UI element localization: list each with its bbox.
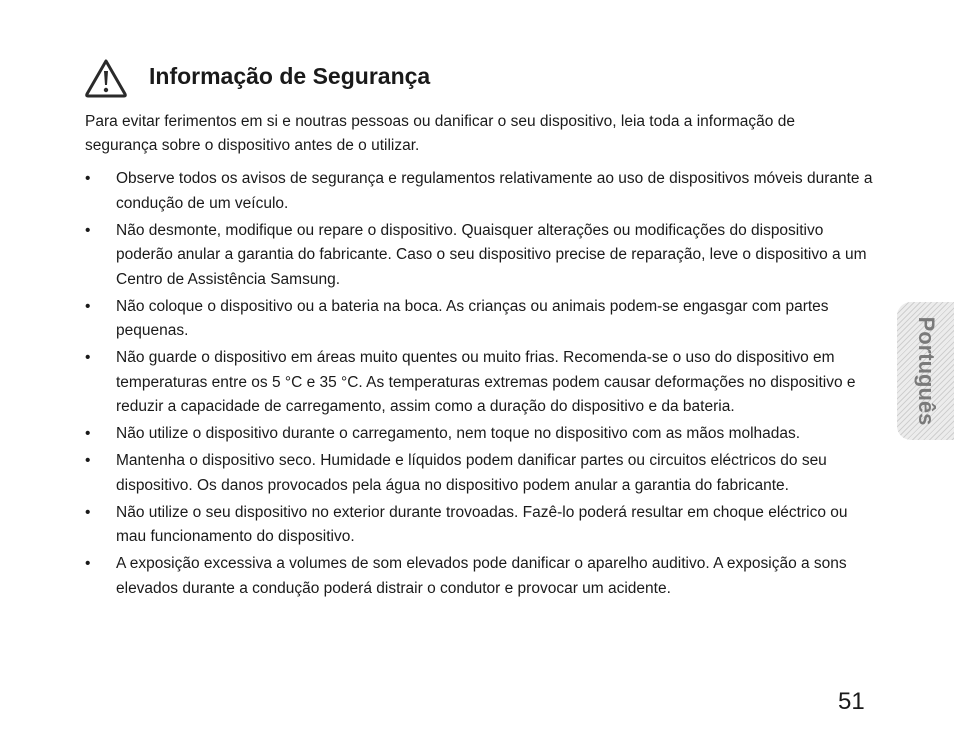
list-item-text: Não utilize o seu dispositivo no exterior durante trovoadas. Fazê-lo poderá resultar em choque eléctrico ou mau funcionamento do dispositivo. — [116, 503, 848, 545]
section-title: Informação de Segurança — [149, 63, 431, 89]
list-item — [85, 295, 877, 344]
bullet-icon: • — [85, 555, 91, 572]
bullet-icon: • — [85, 452, 91, 469]
bullet-icon: • — [85, 349, 91, 366]
list-item-text: A exposição excessiva a volumes de som elevados pode danificar o aparelho auditivo. A exposição a sons elevados durante a condução poderá distrair o condutor e provocar um acidente. — [116, 555, 847, 597]
warning-icon — [84, 58, 128, 98]
bullet-icon: • — [85, 425, 91, 442]
language-tab — [897, 302, 954, 440]
bullet-icon: • — [85, 221, 91, 239]
list-item-text: Não guarde o dispositivo em áreas muito quentes ou muito frias. Recomenda-se o uso do dispositivo em temperaturas entre os 5 °C e 35 °C. As temperaturas extremas podem causar deformações no dispositivo e reduzir a capacidade de carregamento, assim como a duração do dispositivo e da bateria. — [116, 349, 856, 415]
bullet-icon: • — [85, 297, 91, 315]
list-item-text: Observe todos os avisos de segurança e regulamentos relativamente ao uso de dispositivos móveis durante a condução de um veículo. — [116, 170, 873, 212]
list-item — [85, 422, 877, 447]
list-item-text: Mantenha o dispositivo seco. Humidade e líquidos podem danificar partes ou circuitos eléctricos do seu dispositivo. Os danos provocados pela água no dispositivo podem anular a garantia do fabricante. — [116, 452, 827, 494]
list-item — [85, 167, 877, 216]
list-item-text: Não desmonte, modifique ou repare o dispositivo. Quaisquer alterações ou modificações do dispositivo poderão anular a garantia do fabricante. Caso o seu dispositivo precise de reparação, leve o dispositivo a um Centro de Assistência Samsung. — [116, 221, 867, 288]
intro-paragraph: Para evitar ferimentos em si e noutras pessoas ou danificar o seu dispositivo, leia toda a informação de segurança sobre o dispositivo antes de o utilizar. — [85, 113, 795, 154]
list-item — [85, 346, 877, 420]
bullet-icon: • — [85, 503, 91, 521]
page-number: 51 — [838, 688, 865, 715]
list-item — [85, 501, 877, 550]
bullet-icon: • — [85, 170, 91, 187]
language-tab-label: Português — [913, 316, 939, 426]
list-item — [85, 219, 877, 293]
safety-list — [85, 167, 877, 604]
list-item-text: Não utilize o dispositivo durante o carregamento, nem toque no dispositivo com as mãos molhadas. — [116, 425, 801, 442]
list-item — [85, 449, 877, 498]
list-item — [85, 552, 877, 601]
list-item-text: Não coloque o dispositivo ou a bateria na boca. As crianças ou animais podem-se engasgar com partes pequenas. — [116, 297, 829, 339]
